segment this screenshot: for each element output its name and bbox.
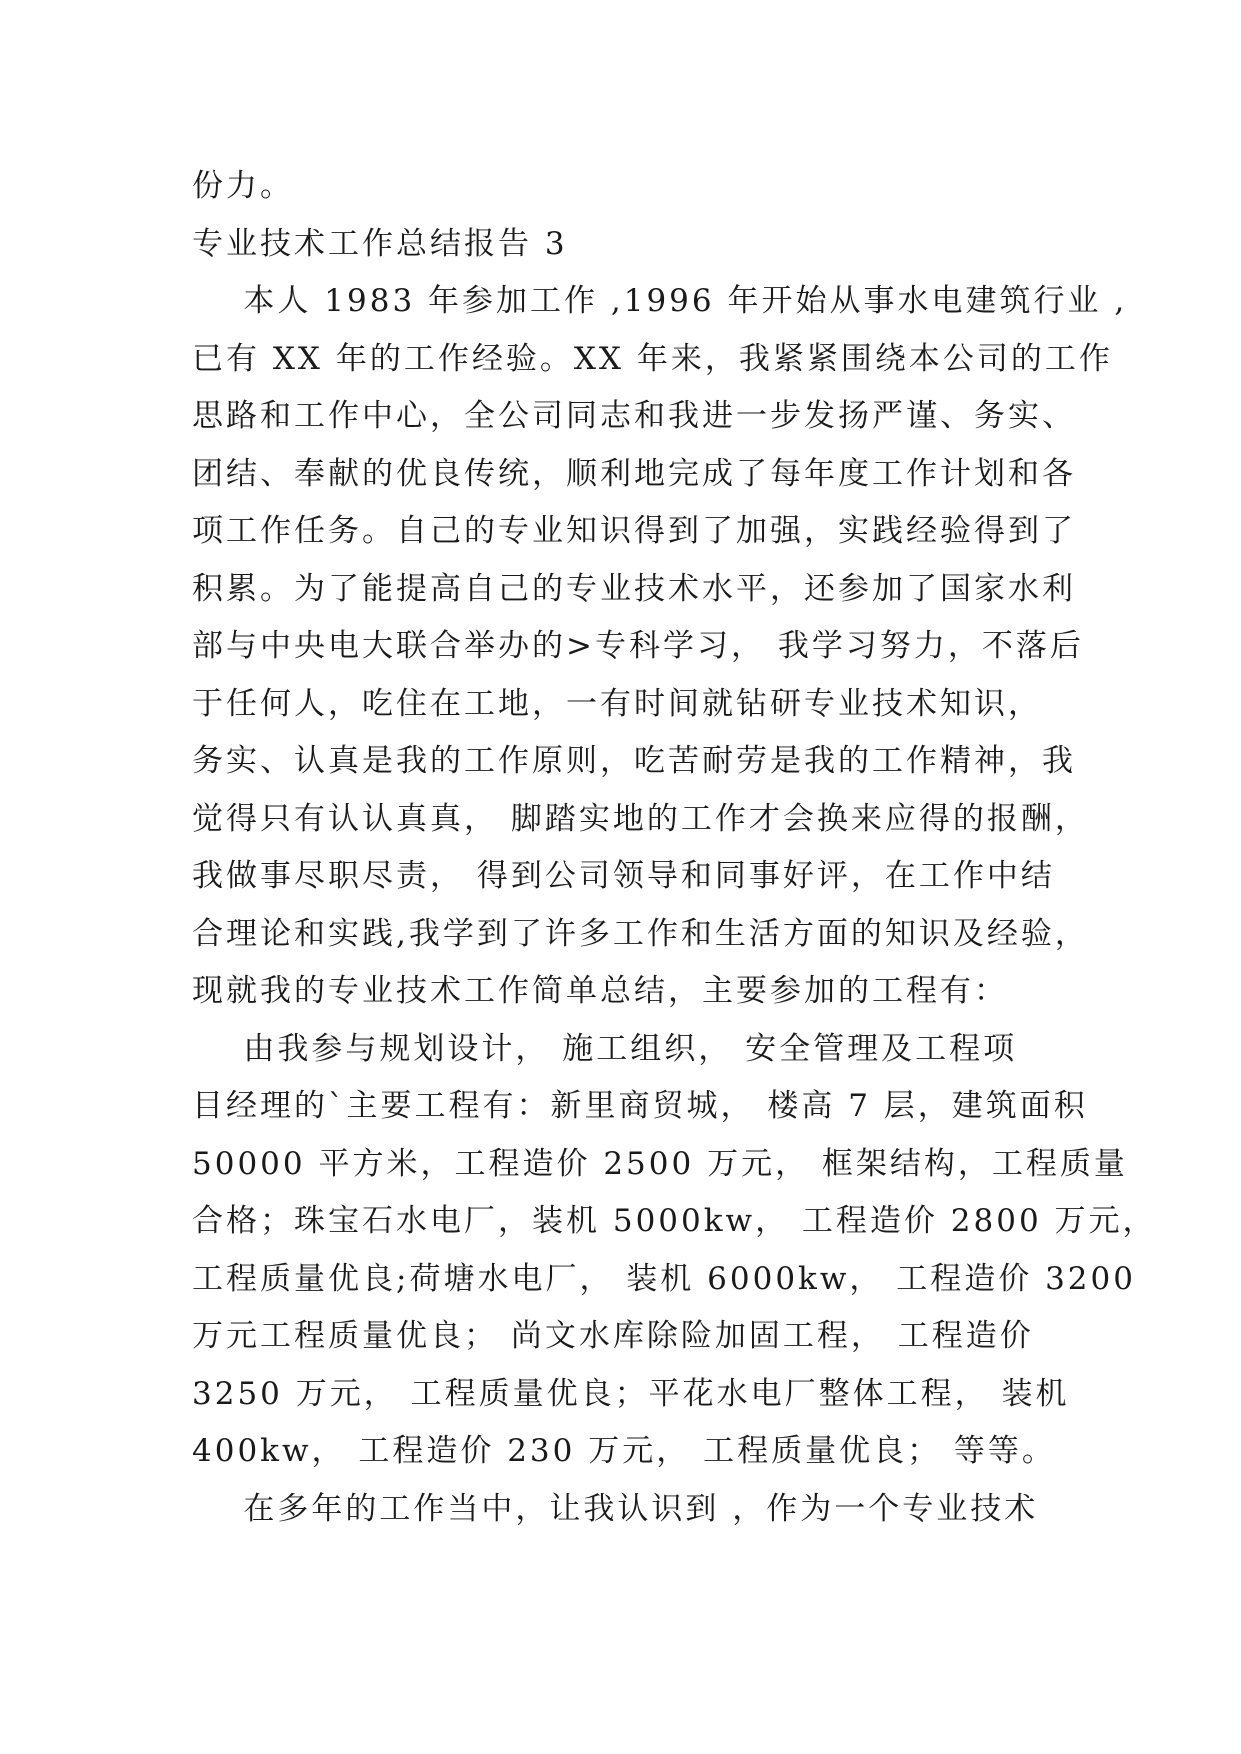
body-text <box>192 158 1157 1538</box>
section-heading: 专业技术工作总结报告 3 <box>192 225 568 262</box>
text-line: 于任何人，吃住在工地，一有时间就钻研专业技术知识， <box>192 685 1042 722</box>
text-line: 由我参与规划设计， 施工组织， 安全管理及工程项 <box>192 1030 1018 1067</box>
text-line: 合格；珠宝石水电厂，装机 5000kw， 工程造价 2800 万元， <box>192 1203 1157 1239</box>
text-line: 合理论和实践,我学到了许多工作和生活方面的知识及经验， <box>192 915 1089 952</box>
text-line: 项工作任务。自己的专业知识得到了加强，实践经验得到了 <box>192 513 1076 549</box>
text-line: 觉得只有认认真真， 脚踏实地的工作才会换来应得的报酬， <box>192 800 1089 837</box>
text-line: 务实、认真是我的工作原则，吃苦耐劳是我的工作精神，我 <box>192 743 1076 779</box>
text-line: 400kw， 工程造价 230 万元， 工程质量优良； 等等。 <box>192 1433 1056 1469</box>
text-line: 部与中央电大联合举办的>专科学习， 我学习努力，不落后 <box>192 628 1084 664</box>
text-line: 份力。 <box>192 168 294 204</box>
text-line: 已有 XX 年的工作经验。XX 年来，我紧紧围绕本公司的工作 <box>192 340 1113 377</box>
text-line: 工程质量优良;荷塘水电厂， 装机 6000kw， 工程造价 3200 <box>192 1260 1136 1297</box>
text-line: 本人 1983 年参加工作 ,1996 年开始从事水电建筑行业 , <box>192 283 1128 319</box>
text-line: 3250 万元， 工程质量优良；平花水电厂整体工程， 装机 <box>192 1375 1070 1412</box>
text-line: 现就我的专业技术工作简单总结，主要参加的工程有： <box>192 973 1008 1009</box>
text-line: 积累。为了能提高自己的专业技术水平，还参加了国家水利 <box>192 570 1076 607</box>
text-line: 目经理的`主要工程有：新里商贸城， 楼高 7 层，建筑面积 <box>192 1088 1088 1124</box>
text-line: 思路和工作中心，全公司同志和我进一步发扬严谨、务实、 <box>192 398 1076 434</box>
text-line: 团结、奉献的优良传统，顺利地完成了每年度工作计划和各 <box>192 455 1076 492</box>
text-line: 我做事尽职尽责， 得到公司领导和同事好评，在工作中结 <box>192 858 1055 894</box>
text-line: 50000 平方米，工程造价 2500 万元， 框架结构，工程质量 <box>192 1145 1128 1182</box>
text-line: 万元工程质量优良； 尚文水库除险加固工程， 工程造价 <box>192 1318 1034 1354</box>
text-line: 在多年的工作当中，让我认识到 ，作为一个专业技术 <box>192 1490 1039 1527</box>
